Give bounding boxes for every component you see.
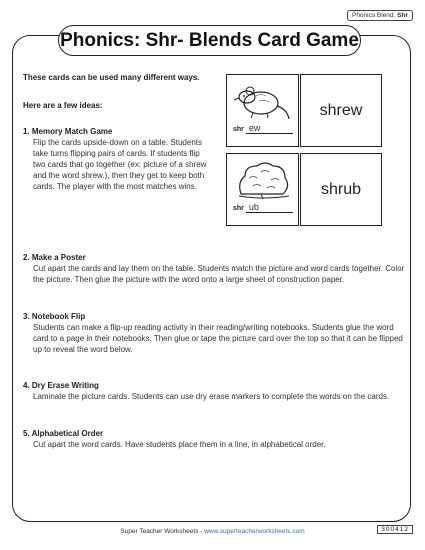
tag-prefix: Phonics Blend:: [351, 12, 398, 19]
idea-item-memory-match: [23, 126, 213, 192]
phonics-blend-tag: [347, 10, 413, 21]
idea-body: Cut apart the word cards. Have students place them in a line, in alphabetical order.: [33, 440, 326, 449]
picture-card-shrew: [226, 74, 299, 147]
idea-item-poster: [23, 252, 408, 285]
page-title: Phonics: Shr- Blends Card Game: [58, 25, 361, 56]
idea-body: Laminate the picture cards. Students can use dry erase markers to complete the words on the cards.: [33, 392, 390, 401]
idea-item-dry-erase: [23, 380, 408, 402]
word-fill: ew: [246, 123, 293, 134]
worksheet-code: 300412: [377, 525, 413, 534]
word-line: [233, 202, 293, 213]
shrub-picture-icon: [231, 158, 294, 202]
word-line: [233, 123, 293, 134]
idea-heading: 4. Dry Erase Writing: [23, 381, 99, 390]
footer-link[interactable]: www.superteacherworksheets.com: [204, 528, 305, 535]
footer-text: Super Teacher Worksheets -: [120, 528, 205, 535]
ideas-heading: Here are a few ideas:: [23, 101, 103, 110]
shrew-picture-icon: [231, 79, 294, 123]
intro-text: These cards can be used many different ways.: [23, 73, 200, 82]
word-prefix: shr: [233, 205, 244, 212]
idea-heading: 5. Alphabetical Order: [23, 429, 104, 438]
idea-item-alphabetical: [23, 428, 408, 450]
picture-card-shrub: [226, 153, 299, 226]
word-fill: ub: [246, 202, 293, 213]
idea-body: Flip the cards upside-down on a table. Students take turns flipping pairs of cards. If students flip two cards that go together (ex: picture of a shrew and the word shrew.), then they get to keep both cards. The player with the most matches wins.: [33, 138, 207, 191]
idea-heading: 2. Make a Poster: [23, 253, 86, 262]
idea-heading: 1. Memory Match Game: [23, 127, 113, 136]
word-prefix: shr: [233, 126, 244, 133]
idea-body: Students can make a flip-up reading activity in their reading/writing notebooks. Students glue the word card to a page in their notebooks. Then glue or tape the picture card over the top so that it can be flipped up to reveal the word below.: [33, 323, 403, 354]
card-word: shrub: [320, 181, 362, 198]
idea-item-notebook-flip: [23, 311, 408, 355]
footer: [0, 528, 425, 535]
word-card-shrub: [300, 153, 382, 226]
idea-body: Cut apart the cards and lay them on the table. Students match the picture and word cards together. Color the picture. Then glue the picture with the word onto a large sheet of construction paper.: [33, 264, 405, 284]
tag-value: Shr: [397, 12, 408, 19]
idea-heading: 3. Notebook Flip: [23, 312, 86, 321]
word-card-shrew: [300, 74, 382, 147]
card-word: shrew: [319, 102, 363, 119]
